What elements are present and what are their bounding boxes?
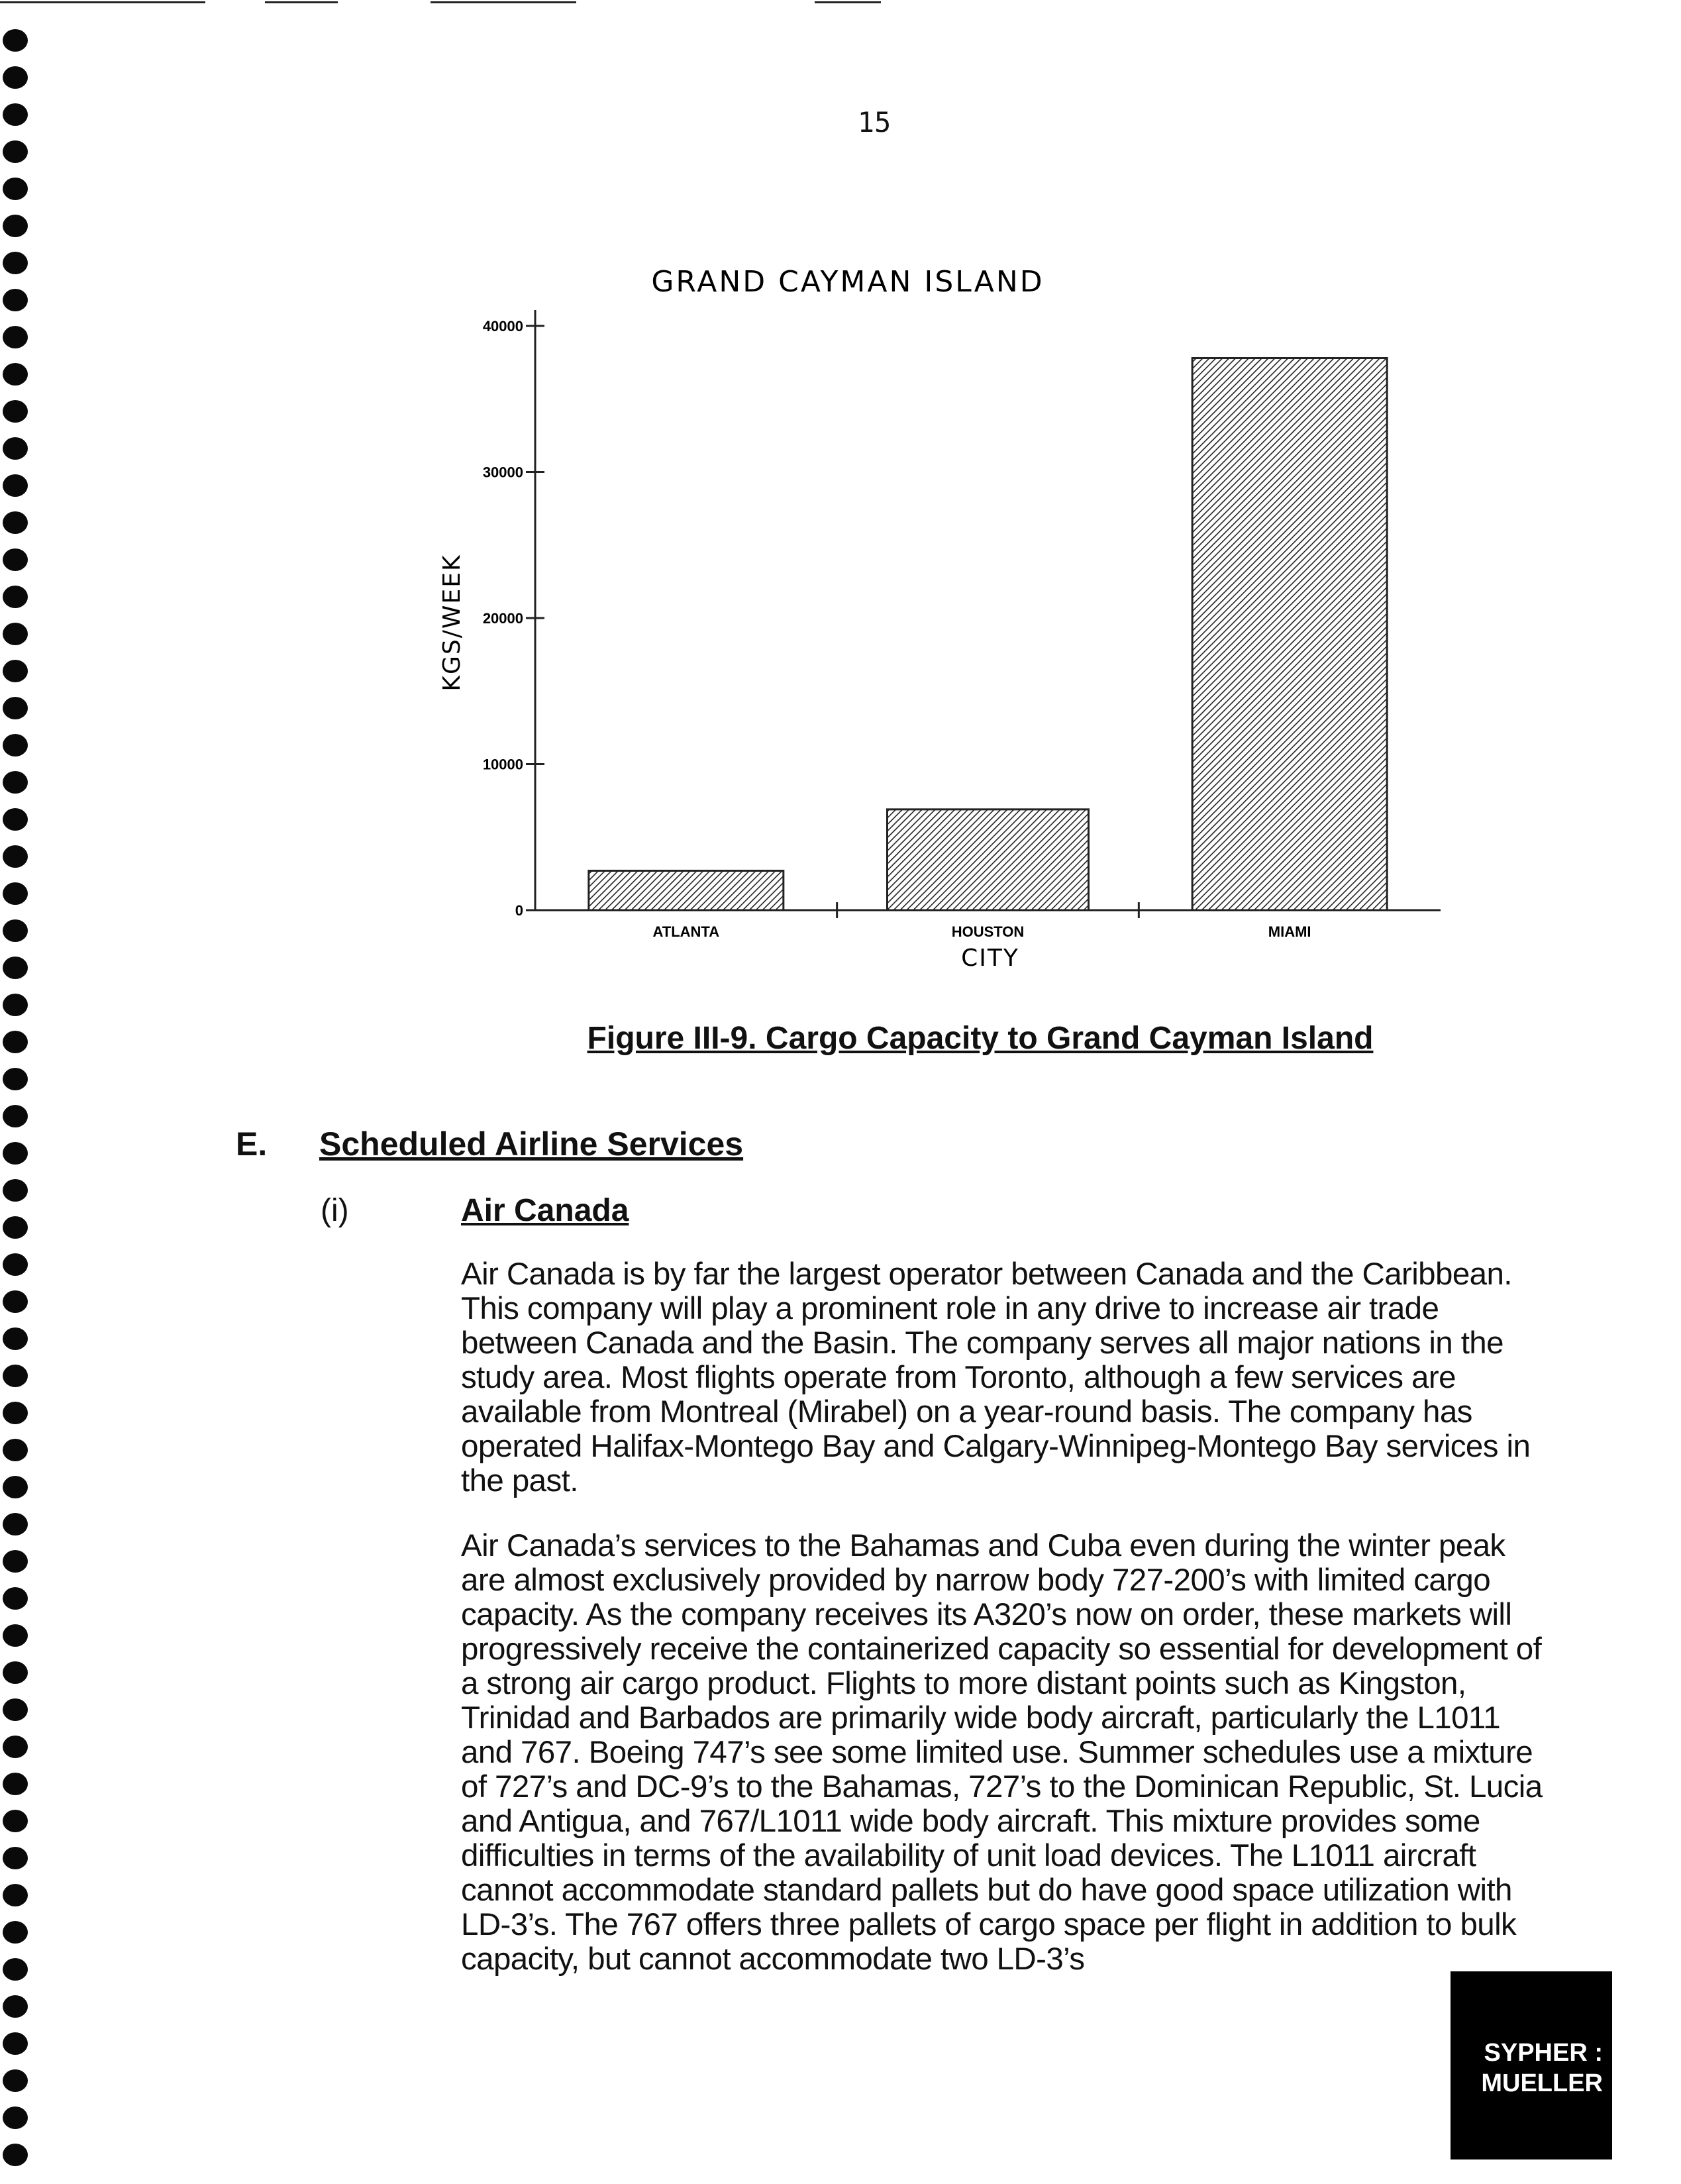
body-paragraph: Air Canada is by far the largest operator between Canada and the Caribbean. This company will play a prominent role in any drive to increase air trade between Canada and the Basin. The company serves all major nations in the study area. Most flights operate from Toronto, although a few services are available from Montreal (Mirabel) on a year-round basis. The company has operated Halifax-Montego Bay and Calgary-Winnipeg-Montego Bay services in the past.: [461, 1257, 1531, 1498]
binding-hole: [3, 1884, 28, 1906]
binding-hole: [3, 697, 28, 719]
binding-hole: [3, 66, 28, 89]
y-axis-label: KGS/WEEK: [438, 554, 466, 692]
spiral-binding-holes: [3, 29, 29, 2175]
top-edge-line: [815, 1, 881, 3]
section-letter: E.: [236, 1125, 268, 1163]
binding-hole: [3, 1068, 28, 1090]
binding-hole: [3, 623, 28, 645]
bar-chart: [371, 252, 1470, 994]
bar-miami: [1192, 358, 1387, 910]
binding-hole: [3, 1402, 28, 1424]
binding-hole: [3, 2106, 28, 2129]
binding-hole: [3, 771, 28, 794]
bar-houston: [888, 809, 1089, 910]
binding-hole: [3, 1105, 28, 1127]
binding-hole: [3, 882, 28, 905]
binding-hole: [3, 1661, 28, 1684]
binding-hole: [3, 1810, 28, 1832]
x-tick-label: MIAMI: [1268, 923, 1311, 940]
binding-hole: [3, 511, 28, 534]
binding-hole: [3, 586, 28, 608]
binding-hole: [3, 957, 28, 979]
binding-hole: [3, 1216, 28, 1239]
binding-hole: [3, 548, 28, 571]
binding-hole: [3, 1698, 28, 1721]
binding-hole: [3, 29, 28, 52]
binding-hole: [3, 437, 28, 460]
binding-hole: [3, 919, 28, 942]
binding-hole: [3, 1773, 28, 1795]
binding-hole: [3, 289, 28, 311]
binding-hole: [3, 1179, 28, 1202]
chart-title: GRAND CAYMAN ISLAND: [651, 265, 1044, 299]
binding-hole: [3, 140, 28, 163]
binding-hole: [3, 1031, 28, 1053]
binding-hole: [3, 1587, 28, 1610]
binding-hole: [3, 734, 28, 756]
binding-hole: [3, 1476, 28, 1498]
binding-hole: [3, 1290, 28, 1313]
binding-hole: [3, 1253, 28, 1276]
x-tick-label: HOUSTON: [951, 923, 1025, 940]
binding-hole: [3, 660, 28, 682]
binding-hole: [3, 1624, 28, 1647]
binding-hole: [3, 845, 28, 868]
binding-hole: [3, 994, 28, 1016]
subsection-title: Air Canada: [461, 1193, 629, 1228]
figure-caption: Figure III-9. Cargo Capacity to Grand Cayman Island: [587, 1021, 1374, 1056]
binding-hole: [3, 178, 28, 200]
binding-hole: [3, 2069, 28, 2092]
binding-hole: [3, 808, 28, 831]
binding-hole: [3, 252, 28, 274]
binding-hole: [3, 474, 28, 497]
binding-hole: [3, 1327, 28, 1350]
binding-hole: [3, 1365, 28, 1387]
y-tick-label: 20000: [482, 610, 523, 627]
y-tick-label: 10000: [482, 756, 523, 773]
top-edge-line: [265, 1, 338, 3]
body-paragraph: Air Canada’s services to the Bahamas and Cuba even during the winter peak are almost exclusively provided by narrow body 727-200’s with limited cargo capacity. As the company receives its A320’s now on order, these markets will progressively receive the containerized capacity so essential for development of a strong air cargo product. Flights to more distant points such as Kingston, Trinidad and Barbados are primarily wide body aircraft, particularly the L1011 and 767. Boeing 747’s see some limited use. Summer schedules use a mixture of 727’s and DC-9’s to the Bahamas, 727’s to the Dominican Republic, St. Lucia and Antigua, and 767/L1011 wide body aircraft. This mixture provides some difficulties in terms of the availability of unit load devices. The L1011 aircraft cannot accommodate standard pallets but do have good space utilization with LD-3’s. The 767 offers three pallets of cargo space per flight in addition to bulk capacity, but cannot accommodate two LD-3’s: [461, 1528, 1543, 1977]
logo-line: SYPHER :: [1484, 2039, 1603, 2067]
binding-hole: [3, 363, 28, 386]
binding-hole: [3, 103, 28, 126]
logo-line: MUELLER: [1481, 2069, 1603, 2097]
section-title: Scheduled Airline Services: [319, 1125, 744, 1163]
binding-hole: [3, 2144, 28, 2166]
binding-hole: [3, 1513, 28, 1535]
y-tick-label: 40000: [482, 318, 523, 335]
binding-hole: [3, 1550, 28, 1573]
sypher-mueller-logo: [1451, 1971, 1612, 2159]
y-tick-label: 30000: [482, 464, 523, 481]
binding-hole: [3, 1736, 28, 1758]
binding-hole: [3, 1142, 28, 1165]
binding-hole: [3, 1995, 28, 2018]
subsection-number: (i): [321, 1193, 349, 1228]
binding-hole: [3, 1958, 28, 1981]
top-edge-line: [0, 1, 205, 3]
x-tick-label: ATLANTA: [652, 923, 720, 940]
y-tick-label: 0: [515, 902, 523, 919]
binding-hole: [3, 1921, 28, 1944]
binding-hole: [3, 326, 28, 348]
page-number: 15: [857, 106, 891, 138]
binding-hole: [3, 215, 28, 237]
top-edge-line: [431, 1, 576, 3]
x-axis-label: CITY: [961, 945, 1019, 972]
binding-hole: [3, 1439, 28, 1461]
binding-hole: [3, 1847, 28, 1869]
binding-hole: [3, 400, 28, 423]
bar-atlanta: [589, 870, 784, 910]
binding-hole: [3, 2032, 28, 2055]
